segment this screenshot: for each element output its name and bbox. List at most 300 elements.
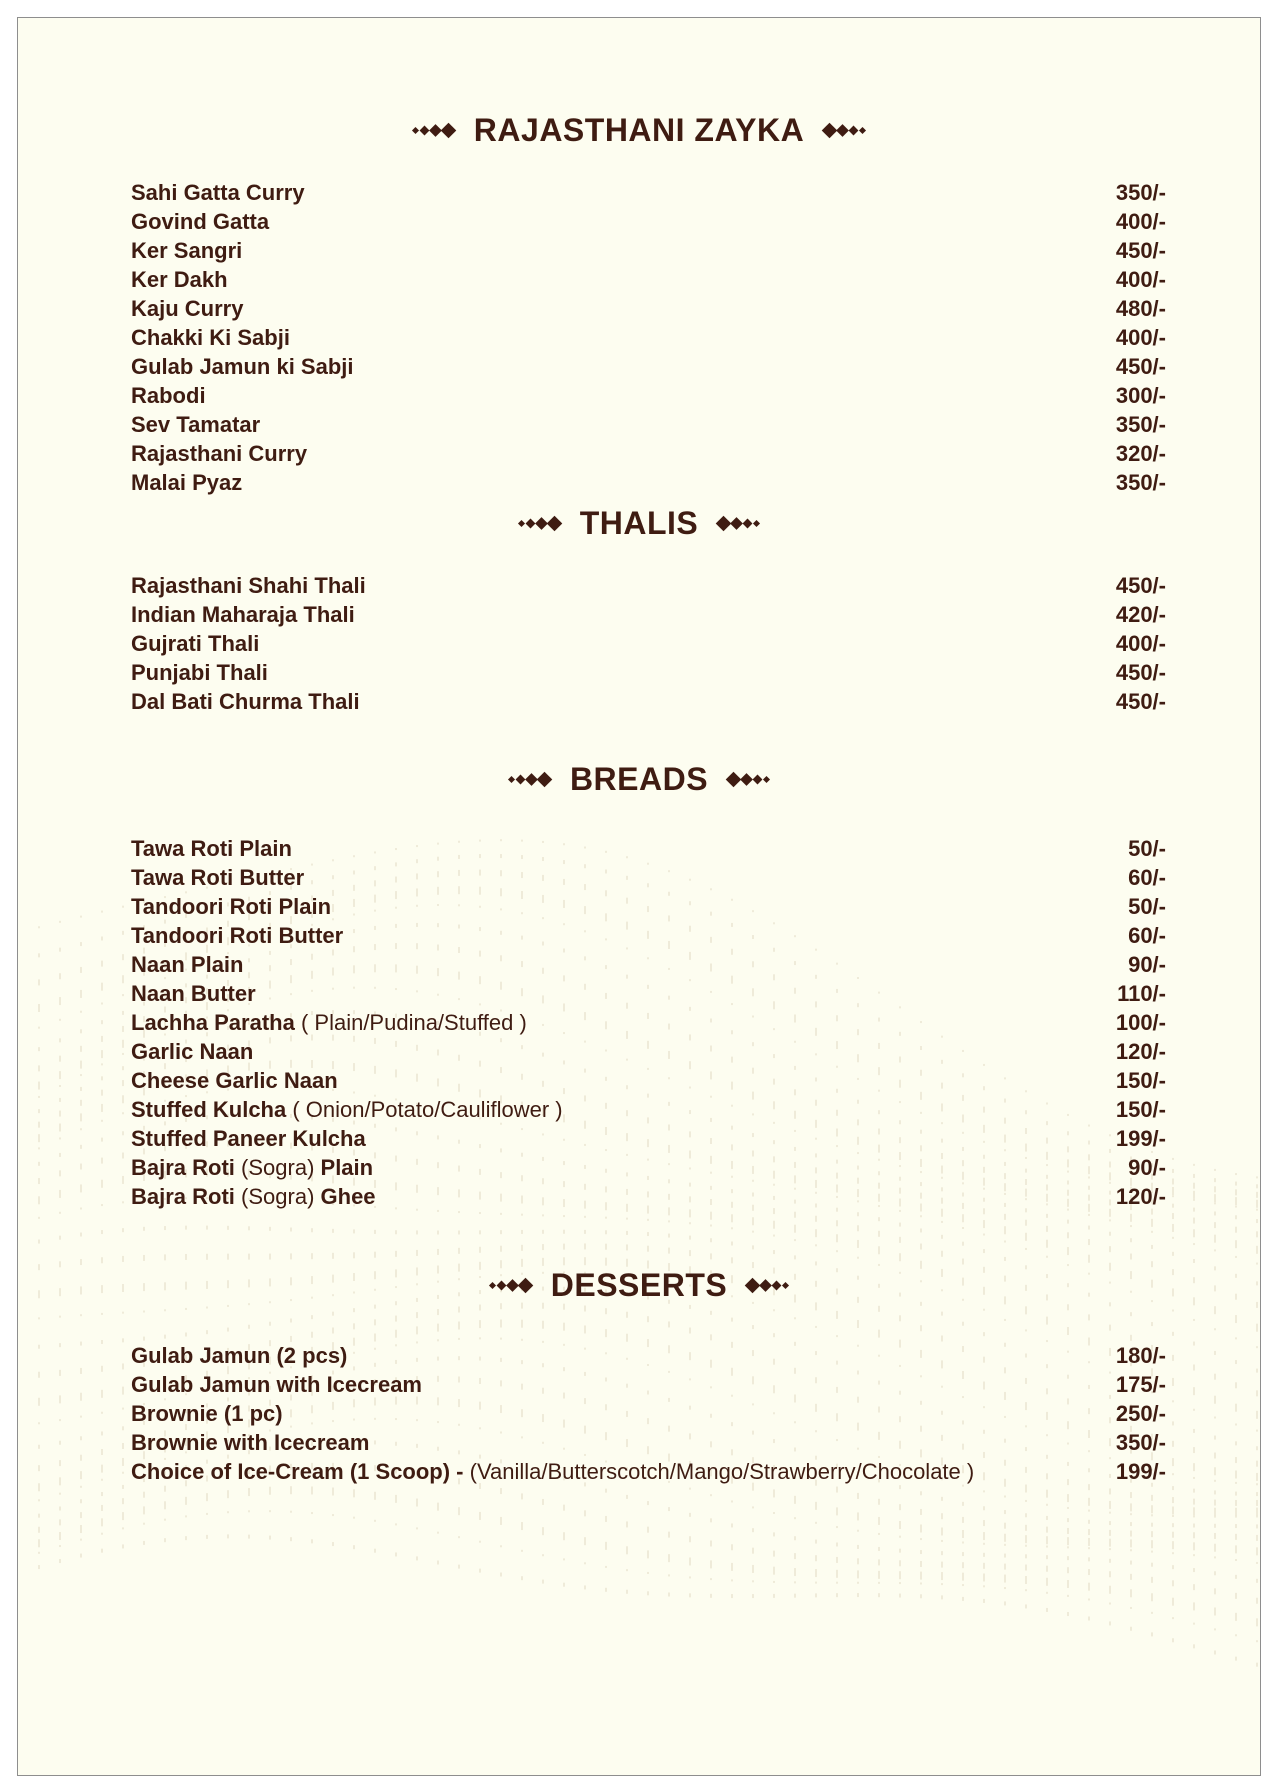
menu-item: [131, 1037, 1166, 1067]
wave-dot: [815, 1244, 817, 1246]
wave-dot: [1256, 1324, 1258, 1332]
wave-dot: [332, 1514, 334, 1516]
wave-dot: [1214, 1211, 1216, 1215]
item-name: Brownie (1 pc): [131, 1401, 283, 1426]
wave-dot: [1193, 1623, 1195, 1625]
item-price: 199/-: [1115, 1126, 1166, 1151]
wave-dot: [1004, 1214, 1006, 1220]
wave-dot: [962, 1227, 964, 1229]
wave-dot: [101, 1076, 103, 1080]
wave-dot: [626, 1521, 628, 1527]
wave-dot: [815, 1569, 817, 1577]
wave-dot: [1151, 1531, 1153, 1537]
wave-dot: [1004, 1523, 1006, 1529]
item-name: Ker Sangri: [131, 238, 243, 263]
wave-dot: [80, 1455, 82, 1461]
wave-dot: [899, 1571, 901, 1579]
item-note: ( Onion/Potato/Cauliflower ): [286, 1097, 563, 1122]
wave-dot: [920, 1509, 922, 1515]
menu-item: [131, 1457, 1166, 1487]
wave-dot: [1256, 1640, 1258, 1642]
wave-dot: [122, 1544, 124, 1548]
wave-dot: [836, 1250, 838, 1252]
wave-dot: [353, 1517, 355, 1519]
item-price: 450/-: [1115, 689, 1166, 714]
wave-dot: [1172, 1355, 1174, 1361]
wave-dot: [122, 975, 124, 983]
wave-dot: [269, 1510, 271, 1512]
wave-dot: [1172, 1541, 1174, 1549]
wave-dot: [878, 1571, 880, 1579]
wave-dot: [983, 1563, 985, 1569]
wave-dot: [1004, 1587, 1006, 1589]
wave-dot: [689, 1236, 691, 1240]
wave-dot: [80, 1061, 82, 1069]
wave-dot: [563, 1215, 565, 1217]
wave-dot: [1235, 1315, 1237, 1323]
wave-dot: [857, 1570, 859, 1578]
wave-dot: [332, 1328, 334, 1334]
wave-dot: [1235, 1404, 1237, 1412]
wave-dot: [836, 1542, 838, 1546]
wave-dot: [122, 1312, 124, 1314]
wave-dot: [1256, 1446, 1258, 1450]
wave-dot: [857, 1558, 859, 1564]
wave-dot: [1256, 1535, 1258, 1541]
wave-dot: [563, 1244, 565, 1250]
wave-dot: [101, 1204, 103, 1206]
menu-item: [131, 1153, 1166, 1183]
wave-dot: [1151, 1593, 1153, 1601]
item-price: 150/-: [1115, 1068, 1166, 1093]
wave-dot: [920, 1325, 922, 1331]
wave-dot: [983, 1506, 985, 1510]
wave-dot: [1088, 1510, 1090, 1512]
item-name: Punjabi Thali: [131, 660, 268, 685]
wave-dot: [80, 1233, 82, 1237]
wave-dot: [80, 1486, 82, 1488]
wave-dot: [668, 1532, 670, 1538]
wave-dot: [1235, 1534, 1237, 1540]
wave-dot: [731, 1579, 733, 1581]
wave-dot: [101, 1340, 103, 1344]
wave-dot: [626, 1495, 628, 1499]
item-name: Indian Maharaja Thali: [131, 602, 355, 627]
wave-dot: [521, 1320, 523, 1328]
wave-dot: [941, 1251, 943, 1257]
item-name-text: Bajra Roti: [131, 1155, 235, 1180]
wave-dot: [1046, 1214, 1048, 1218]
item-name: Brownie with Icecream: [131, 1430, 370, 1455]
wave-dot: [1193, 1532, 1195, 1538]
wave-dot: [80, 1368, 82, 1374]
wave-dot: [80, 1074, 82, 1076]
wave-dot: [1130, 1214, 1132, 1222]
wave-dot: [878, 1499, 880, 1505]
wave-dot: [101, 1479, 103, 1481]
item-price: 400/-: [1115, 325, 1166, 350]
wave-dot: [1172, 1332, 1174, 1336]
wave-dot: [983, 1490, 985, 1492]
wave-dot: [1172, 1598, 1174, 1606]
wave-dot: [416, 1499, 418, 1507]
wave-dot: [1151, 1523, 1153, 1527]
wave-dot: [122, 1512, 124, 1520]
wave-dot: [1046, 1555, 1048, 1559]
wave-dot: [395, 1230, 397, 1234]
wave-dot: [1235, 1508, 1237, 1516]
wave-dot: [1067, 1612, 1069, 1616]
wave-dot: [59, 1111, 61, 1117]
wave-dot: [1193, 1409, 1195, 1411]
item-name: Tandoori Roti Plain: [131, 894, 332, 919]
wave-dot: [227, 1305, 229, 1307]
wave-dot: [1193, 1489, 1195, 1493]
wave-dot: [101, 911, 103, 913]
wave-dot: [647, 1246, 649, 1252]
wave-dot: [101, 1063, 103, 1065]
item-name: Gulab Jamun ki Sabji: [131, 354, 354, 379]
wave-dot: [773, 1250, 775, 1254]
wave-dot: [794, 1553, 796, 1559]
wave-dot: [1088, 1598, 1090, 1600]
wave-dot: [1109, 1530, 1111, 1536]
wave-dot: [731, 1257, 733, 1263]
wave-dot: [920, 1572, 922, 1580]
wave-dot: [1172, 1178, 1174, 1184]
wave-dot: [920, 1550, 922, 1554]
wave-dot: [1025, 1565, 1027, 1571]
item-name: Gulab Jamun with Icecream: [131, 1372, 422, 1397]
diamond-ornament-right-icon: [718, 518, 759, 529]
wave-dot: [311, 1512, 313, 1514]
item-price: 100/-: [1115, 1010, 1166, 1035]
wave-dot: [920, 1228, 922, 1232]
menu-item: [131, 381, 1166, 411]
wave-dot: [185, 1497, 187, 1505]
item-name-text: Choice of Ice-Cream (1 Scoop) -: [131, 1459, 464, 1484]
wave-dot: [206, 1493, 208, 1501]
wave-dot: [962, 1542, 964, 1544]
wave-dot: [1193, 1208, 1195, 1212]
wave-dot: [374, 1319, 376, 1325]
wave-dot: [1256, 1192, 1258, 1198]
diamond-ornament-left-icon: [519, 518, 560, 529]
wave-dot: [1025, 1545, 1027, 1547]
wave-dot: [80, 1512, 82, 1518]
wave-dot: [1109, 1559, 1111, 1563]
wave-dot: [38, 1162, 40, 1166]
wave-dot: [1193, 1554, 1195, 1556]
diamond-ornament-left-icon: [413, 125, 454, 136]
wave-dot: [500, 1246, 502, 1252]
item-price: 300/-: [1115, 383, 1166, 408]
wave-dot: [710, 1540, 712, 1546]
wave-dot: [1214, 1235, 1216, 1243]
wave-dot: [101, 1390, 103, 1398]
wave-dot: [626, 1218, 628, 1220]
wave-dot: [752, 1231, 754, 1233]
wave-dot: [1004, 1564, 1006, 1570]
item-name-suffix: Plain: [320, 1155, 374, 1180]
wave-dot: [962, 1584, 964, 1586]
wave-dot: [227, 1226, 229, 1230]
wave-dot: [1088, 1226, 1090, 1230]
wave-dot: [1004, 1319, 1006, 1321]
wave-dot: [1025, 1576, 1027, 1584]
wave-dot: [101, 1036, 103, 1042]
wave-dot: [101, 1492, 103, 1496]
wave-dot: [1214, 1396, 1216, 1404]
wave-dot: [1067, 1556, 1069, 1560]
item-name: Gulab Jamun (2 pcs): [131, 1343, 348, 1368]
menu-item: [131, 1341, 1166, 1371]
wave-dot: [1193, 1463, 1195, 1471]
wave-dot: [1256, 1579, 1258, 1583]
wave-dot: [941, 1527, 943, 1535]
wave-dot: [563, 1323, 565, 1331]
wave-dot: [542, 1230, 544, 1234]
wave-dot: [1256, 1411, 1258, 1419]
wave-dot: [1130, 1513, 1132, 1515]
wave-dot: [1088, 1538, 1090, 1546]
wave-dot: [332, 1312, 334, 1316]
wave-dot: [899, 1549, 901, 1553]
wave-dot: [1256, 1508, 1258, 1516]
wave-dot: [1193, 1259, 1195, 1263]
wave-dot: [80, 1436, 82, 1440]
wave-dot: [1130, 1574, 1132, 1580]
wave-dot: [122, 1176, 124, 1184]
wave-dot: [920, 1594, 922, 1598]
wave-dot: [1067, 1528, 1069, 1534]
item-price: 400/-: [1115, 631, 1166, 656]
wave-dot: [38, 1317, 40, 1319]
wave-dot: [122, 994, 124, 996]
wave-dot: [1172, 1421, 1174, 1425]
wave-dot: [1214, 1436, 1216, 1440]
wave-dot: [941, 1497, 943, 1501]
item-price: 120/-: [1115, 1039, 1166, 1064]
wave-dot: [1151, 1231, 1153, 1233]
wave-dot: [38, 1552, 40, 1554]
wave-dot: [1172, 1158, 1174, 1160]
wave-dot: [731, 1214, 733, 1222]
wave-dot: [1235, 1240, 1237, 1248]
wave-dot: [647, 1232, 649, 1236]
wave-dot: [38, 1196, 40, 1204]
wave-dot: [374, 1305, 376, 1309]
wave-dot: [143, 1227, 145, 1231]
wave-dot: [269, 1254, 271, 1260]
wave-dot: [899, 1582, 901, 1584]
wave-dot: [122, 1443, 124, 1449]
wave-dot: [1130, 1335, 1132, 1341]
wave-dot: [59, 1419, 61, 1421]
wave-dot: [857, 1212, 859, 1216]
wave-dot: [101, 1518, 103, 1526]
wave-dot: [290, 1319, 292, 1323]
wave-dot: [59, 1441, 61, 1445]
wave-dot: [1004, 1534, 1006, 1542]
wave-dot: [59, 1493, 61, 1495]
wave-dot: [605, 1329, 607, 1337]
wave-dot: [59, 1212, 61, 1214]
wave-dot: [332, 1542, 334, 1546]
wave-dot: [773, 1489, 775, 1497]
wave-dot: [563, 1583, 565, 1587]
wave-dot: [143, 1506, 145, 1514]
menu-page: [17, 17, 1261, 1776]
wave-dot: [1004, 1510, 1006, 1514]
wave-dot: [59, 1170, 61, 1176]
wave-dot: [1172, 1507, 1174, 1515]
wave-dot: [353, 1489, 355, 1497]
wave-dot: [773, 1309, 775, 1311]
wave-dot: [1256, 1524, 1258, 1528]
wave-dot: [80, 1046, 82, 1052]
wave-dot: [122, 1363, 124, 1369]
wave-dot: [899, 1253, 901, 1261]
wave-dot: [101, 1313, 103, 1315]
wave-dot: [605, 1489, 607, 1493]
wave-dot: [626, 1244, 628, 1250]
wave-dot: [584, 1537, 586, 1545]
wave-dot: [206, 1254, 208, 1260]
wave-dot: [1025, 1589, 1027, 1591]
wave-dot: [143, 1492, 145, 1498]
wave-dot: [206, 1513, 208, 1515]
wave-dot: [38, 1514, 40, 1518]
wave-dot: [500, 1319, 502, 1327]
wave-dot: [101, 1138, 103, 1142]
wave-dot: [878, 1582, 880, 1584]
wave-dot: [101, 1050, 103, 1058]
wave-dot: [731, 1523, 733, 1527]
wave-dot: [38, 1082, 40, 1090]
wave-dot: [647, 1550, 649, 1558]
wave-dot: [1046, 1546, 1048, 1548]
wave-dot: [1025, 1500, 1027, 1502]
wave-dot: [1046, 1504, 1048, 1506]
wave-dot: [248, 1325, 250, 1329]
wave-dot: [1067, 1567, 1069, 1573]
wave-dot: [1256, 1430, 1258, 1432]
wave-dot: [605, 1244, 607, 1250]
wave-dot: [185, 1332, 187, 1336]
wave-dot: [1235, 1492, 1237, 1496]
wave-dot: [731, 1594, 733, 1598]
wave-dot: [647, 1501, 649, 1505]
wave-dot: [605, 1308, 607, 1314]
wave-dot: [1088, 1557, 1090, 1561]
wave-dot: [542, 1554, 544, 1556]
wave-dot: [731, 1563, 733, 1571]
wave-dot: [101, 1366, 103, 1372]
wave-dot: [584, 1243, 586, 1249]
wave-dot: [836, 1557, 838, 1563]
wave-dot: [710, 1578, 712, 1580]
wave-dot: [1193, 1584, 1195, 1590]
wave-dot: [983, 1520, 985, 1526]
item-name: Stuffed Paneer Kulcha: [131, 1126, 366, 1151]
diamond-ornament-right-icon: [747, 1280, 788, 1291]
wave-dot: [920, 1582, 922, 1584]
wave-dot: [479, 1212, 481, 1214]
wave-dot: [878, 1533, 880, 1535]
wave-dot: [920, 1538, 922, 1540]
wave-dot: [395, 1495, 397, 1503]
wave-dot: [1067, 1327, 1069, 1335]
wave-dot: [1067, 1247, 1069, 1255]
wave-dot: [395, 1523, 397, 1525]
wave-dot: [1109, 1246, 1111, 1252]
wave-dot: [668, 1593, 670, 1597]
item-name: Ker Dakh: [131, 267, 228, 292]
wave-dot: [668, 1321, 670, 1327]
wave-dot: [1046, 1527, 1048, 1533]
wave-dot: [1109, 1539, 1111, 1547]
section-heading-rajasthani-zayka: [18, 110, 1260, 150]
wave-dot: [1172, 1638, 1174, 1642]
wave-dot: [1214, 1249, 1216, 1251]
wave-dot: [38, 1483, 40, 1491]
wave-dot: [773, 1512, 775, 1514]
wave-dot: [1088, 1214, 1090, 1216]
wave-dot: [59, 1056, 61, 1062]
wave-dot: [1088, 1583, 1090, 1591]
wave-dot: [668, 1574, 670, 1576]
wave-dot: [1004, 1601, 1006, 1605]
wave-dot: [899, 1560, 901, 1566]
wave-dot: [38, 1122, 40, 1128]
item-price: 90/-: [1128, 952, 1166, 977]
wave-dot: [731, 1227, 733, 1229]
wave-dot: [1256, 1200, 1258, 1208]
wave-dot: [836, 1507, 838, 1515]
wave-dot: [1193, 1477, 1195, 1479]
wave-dot: [857, 1225, 859, 1231]
wave-dot: [962, 1242, 964, 1246]
wave-dot: [122, 1498, 124, 1504]
wave-dot: [122, 1527, 124, 1529]
wave-dot: [1067, 1232, 1069, 1238]
wave-dot: [710, 1225, 712, 1227]
wave-dot: [1172, 1532, 1174, 1538]
item-price: 450/-: [1115, 354, 1166, 379]
wave-dot: [983, 1573, 985, 1581]
wave-dot: [794, 1317, 796, 1319]
menu-item: [131, 921, 1166, 951]
wave-dot: [626, 1569, 628, 1571]
wave-dot: [941, 1312, 943, 1316]
wave-dot: [59, 1236, 61, 1240]
wave-dot: [206, 1226, 208, 1230]
wave-dot: [101, 1549, 103, 1553]
wave-dot: [80, 1087, 82, 1091]
wave-dot: [1130, 1539, 1132, 1547]
wave-dot: [248, 1226, 250, 1230]
wave-dot: [101, 961, 103, 967]
wave-dot: [668, 1234, 670, 1238]
wave-dot: [941, 1551, 943, 1555]
item-name: Rabodi: [131, 383, 206, 408]
wave-dot: [899, 1504, 901, 1510]
wave-dot: [983, 1234, 985, 1236]
wave-dot: [395, 1552, 397, 1556]
wave-dot: [1130, 1561, 1132, 1565]
wave-dot: [563, 1230, 565, 1234]
